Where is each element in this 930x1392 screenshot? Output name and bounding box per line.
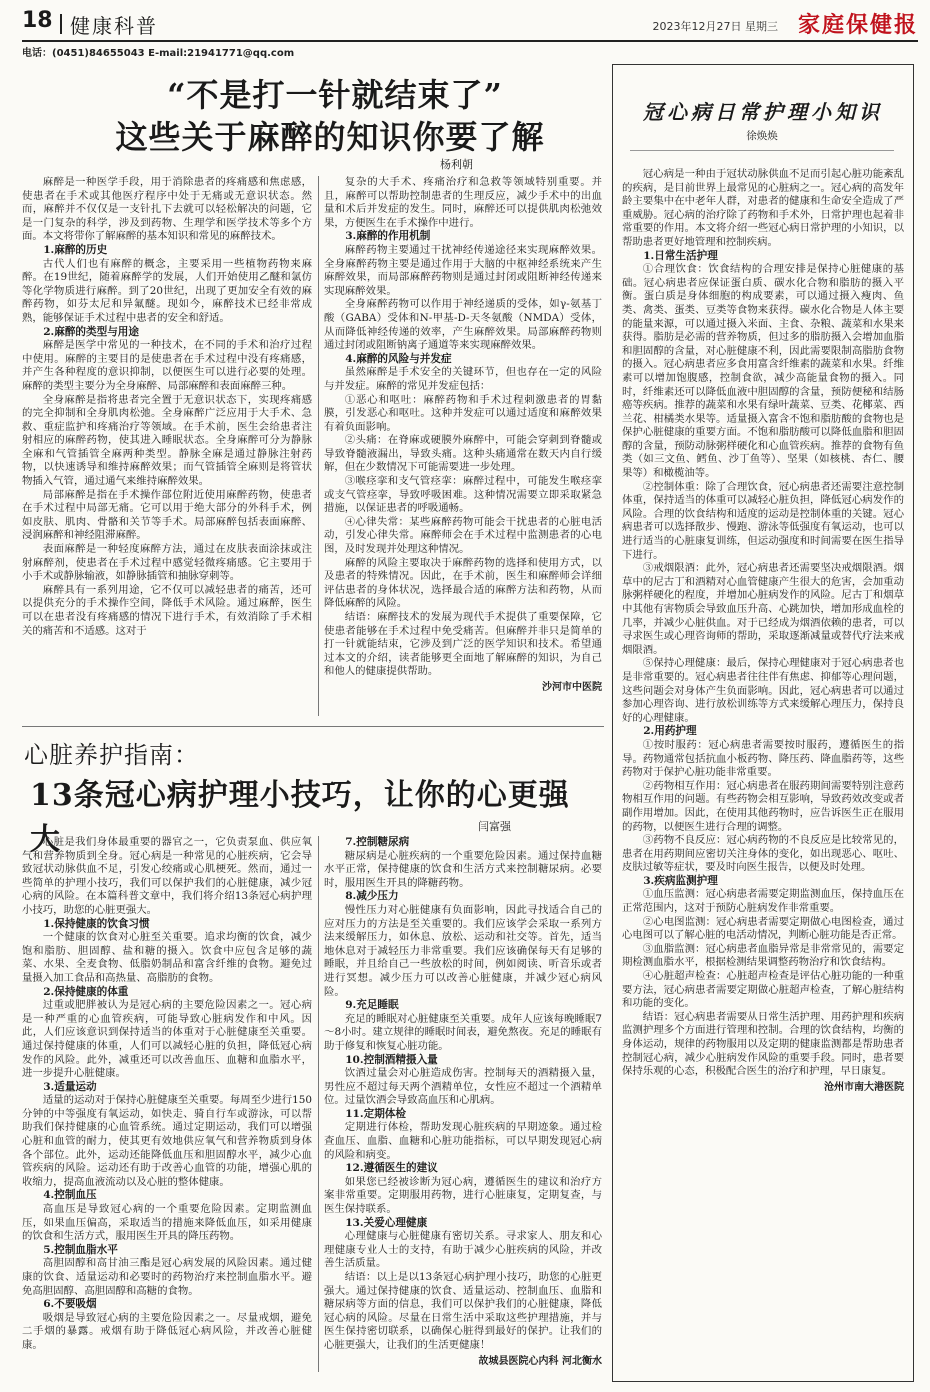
subheading: 1.日常生活护理 xyxy=(643,249,718,262)
subheading: 12.遵循医生的建议 xyxy=(345,1162,438,1175)
paragraph: 全身麻醉药物可以作用于神经递质的受体，如γ-氨基丁酸（GABA）受体和N-甲基-D-天冬氨酸（NMDA）受体，从而降低神经传递的效率，产生麻醉效果。局部麻醉药物则通过封闭或阻断钠离子通道等来实现麻醉效果。 xyxy=(324,298,602,352)
paragraph: 麻醉药物主要通过干扰神经传递途径来实现麻醉效果。全身麻醉药物主要是通过作用于大脑的中枢神经系统来产生麻醉效果，而局部麻醉药物则是通过封闭或阻断神经传递来实现麻醉效果。 xyxy=(324,243,602,297)
paragraph: ③药物不良反应：冠心病药物的不良反应是比较常见的，患者在用药期间应密切关注身体的变化，如出现恶心、呕吐、皮肤过敏等症状，要及时向医生报告，以便及时处理。 xyxy=(622,834,904,874)
article2-source: 故城县医院心内科 河北衡水 xyxy=(478,1355,602,1367)
article2-title: 13条冠心病护理小技巧，让你的心更强大 xyxy=(30,778,570,857)
article1-column-1 xyxy=(22,176,312,722)
article3-author: 徐焕焕 xyxy=(746,130,778,142)
paragraph: 结语：麻醉技术的发展为现代手术提供了重要保障，它使患者能够在手术过程中免受痛苦。但麻醉并非只是简单的打一针就能结束，它涉及到广泛的医学知识和技术。希望通过本文的介绍，读者能够更全面地了解麻醉的知识，为自己和他人的健康提供帮助。 xyxy=(324,611,602,678)
article2-author: 闫富强 xyxy=(478,820,511,833)
subheading: 4.麻醉的风险与并发症 xyxy=(345,352,452,365)
paragraph: ④心脏超声检查：心脏超声检查是评估心脏功能的一种重要方法，冠心病患者需要定期做心脏超声检查，了解心脏结构和功能的变化。 xyxy=(622,970,904,1010)
subheading: 3.适量运动 xyxy=(43,1080,97,1093)
article3-body xyxy=(622,168,904,1362)
article1-title-line2: 这些关于麻醉的知识你要了解 xyxy=(115,118,545,156)
paragraph: 适量的运动对于保持心脏健康至关重要。每周至少进行150分钟的中等强度有氧运动，如快走、骑自行车或游泳，可以帮助我们保持健康的心血管系统。通过定期运动，我们可以增强心脏和血管的耐力，使其更有效地供应氧气和营养物质到身体各个部位。此外，运动还能降低血压和胆固醇水平，减少心血管疾病的风险。运动还有助于改善心血管的功能，增强心肌的收缩力，提高血液流动以及心脏的整体健康。 xyxy=(22,1094,312,1188)
paragraph: 心脏是我们身体最重要的器官之一，它负责泵血、供应氧气和营养物质到全身。冠心病是一种常见的心脏疾病，它会导致冠状动脉供血不足，引发心绞痛或心肌梗死。然而，通过一些简单的护理小技巧，我们可以保护我们的心脏健康，减少冠心病的风险。在本篇科普文章中，我们将介绍13条冠心病护理小技巧，助您的心脏更强大。 xyxy=(22,836,312,916)
paragraph: 复杂的大手术、疼痛治疗和急救等领域特别重要。并且，麻醉可以帮助控制患者的生理反应，减少手术中的出血量和术后并发症的发生。同时，麻醉还可以提供肌肉松弛效果，方便医生在手术操作中进行。 xyxy=(324,176,602,229)
subheading: 11.定期体检 xyxy=(345,1107,406,1120)
paragraph: 饮酒过量会对心脏造成伤害。控制每天的酒精摄入量，男性应不超过每天两个酒精单位，女性应不超过一个酒精单位。过量饮酒会导致高血压和心肌病。 xyxy=(324,1067,602,1107)
paragraph: ①血压监测：冠心病患者需要定期监测血压，保持血压在正常范围内，这对于预防心脏病发作非常重要。 xyxy=(622,888,904,915)
paragraph: 局部麻醉是指在手术操作部位附近使用麻醉药物，使患者在手术过程中局部无痛。它可以用于绝大部分的外科手术，例如皮肤、肌肉、骨骼和关节等手术。局部麻醉包括表面麻醉、浸润麻醉和神经阻滞麻醉。 xyxy=(22,488,312,542)
paragraph: 结语：冠心病患者需要从日常生活护理、用药护理和疾病监测护理多个方面进行管理和控制。合理的饮食结构，均衡的身体运动，规律的药物服用以及定期的健康监测都是帮助患者控制冠心病，减少心脏病发作风险的重要手段。同时，患者要保持乐观的心态，积极配合医生的治疗和护理，早日康复。 xyxy=(622,1010,904,1078)
paragraph: 表面麻醉是一种轻度麻醉方法，通过在皮肤表面涂抹或注射麻醉剂，使患者在手术过程中感觉轻微疼痛感。它主要用于小手术或静脉输液，如静脉插管和抽脉穿刺等。 xyxy=(22,543,312,583)
masthead xyxy=(22,8,918,42)
paragraph: ③戒烟限酒：此外，冠心病患者还需要坚决戒烟限酒。烟草中的尼古丁和酒精对心血管健康产生很大的危害，会加重动脉粥样硬化的程度，并增加心脏病发作的风险。尼古丁和烟草中其他有害物质会导致血压升高、心跳加快，增加形成血栓的几率，并减少心脏供血。对于已经成为烟酒依赖的患者，可以寻求医生或心理咨询师的帮助，采取逐渐减量或替代疗法来戒烟限酒。 xyxy=(622,562,904,656)
paragraph: 定期进行体检，帮助发现心脏疾病的早期迹象。通过检查血压、血脂、血糖和心脏功能指标，可以早期发现冠心病的风险和病变。 xyxy=(324,1121,602,1161)
subheading: 6.不要吸烟 xyxy=(43,1298,97,1311)
paragraph: 过重或肥胖被认为是冠心病的主要危险因素之一。冠心病是一种严重的心血管疾病，可能导致心脏病发作和中风。因此，人们应该意识到保持适当的体重对于心脏健康至关重要。通过保持健康的体重，人们可以减轻心脏的负担，降低冠心病发作的风险。此外，减重还可以改善血压、血糖和血脂水平，进一步提升心脏健康。 xyxy=(22,999,312,1080)
paragraph: 古代人们也有麻醉的概念，主要采用一些植物药物来麻醉。在19世纪，随着麻醉学的发展，人们开始使用乙醚和氯仿等化学物质进行麻醉。到了20世纪，出现了更加安全有效的麻醉药物，如芬太尼和异氟醚。现如今，麻醉技术已经非常成熟，能够保证手术过程中患者的安全和舒适。 xyxy=(22,257,312,324)
subheading: 9.充足睡眠 xyxy=(345,999,399,1012)
paragraph: ①合理饮食：饮食结构的合理安排是保持心脏健康的基础。冠心病患者应保证蛋白质、碳水化合物和脂肪的摄入平衡。蛋白质是身体细胞的构成要素，可以通过摄入瘦肉、鱼类、禽类、蛋类、豆类等食物来获得。碳水化合物是人体主要的能量来源，可以通过摄入米面、主食、杂粮、蔬菜和水果来获得。脂肪是必需的营养物质，但过多的脂肪摄入会增加血脂和胆固醇的含量，对心脏健康不利，因此需要限制高脂肪食物的摄入。冠心病患者应多食用富含纤维素的蔬菜和水果。纤维素可以增加饱腹感，控制食欲，减少高能量食物的摄入。同时，纤维素还可以降低血液中胆固醇的含量，预防便秘和结肠癌等疾病。推荐的蔬菜和水果有绿叶蔬菜、豆类、花椰菜、西兰花、柑橘类水果等。适量摄入富含不饱和脂肪酸的食物也是保护心脏健康的重要方面。不饱和脂肪酸可以降低血脂和胆固醇的含量，预防动脉粥样硬化和心血管疾病。推荐的食物有鱼类（如三文鱼、鳕鱼、沙丁鱼等）、坚果（如核桃、杏仁、腰果等）和橄榄油等。 xyxy=(622,263,904,480)
masthead-divider xyxy=(60,14,62,34)
paper-name: 家庭保健报 xyxy=(797,12,918,38)
article2-column-1 xyxy=(22,836,312,1376)
paragraph: 心理健康与心脏健康有密切关系。寻求家人、朋友和心理健康专业人士的支持，有助于减少心脏疾病的风险，并改善生活质量。 xyxy=(324,1230,602,1270)
page-number: 18 xyxy=(22,8,53,33)
section-name: 健康科普 xyxy=(70,14,158,38)
article1-author: 杨利朝 xyxy=(440,158,473,171)
paragraph: 麻醉是一种医学手段，用于消除患者的疼痛感和焦虑感，使患者在手术或其他医疗程序中处于无痛或无意识状态。然而，麻醉并不仅仅是一支针扎下去就可以轻松解决的问题，它是一门复杂的科学，涉及到药物、生理学和医学技术等多个方面。本文将带你了解麻醉的基本知识和常见的麻醉技术。 xyxy=(22,176,312,243)
subheading: 8.减少压力 xyxy=(345,890,399,903)
article2-kicker: 心脏养护指南： xyxy=(24,741,199,769)
paragraph: 吸烟是导致冠心病的主要危险因素之一。尽量戒烟，避免二手烟的暴露。戒烟有助于降低冠心病风险，并改善心脏健康。 xyxy=(22,1311,312,1351)
subheading: 1.麻醉的历史 xyxy=(43,243,108,256)
paragraph: 充足的睡眠对心脏健康至关重要。成年人应该每晚睡眠7～8小时。建立规律的睡眠时间表，避免熬夜。充足的睡眠有助于修复和恢复心脏功能。 xyxy=(324,1012,602,1052)
article3-source: 沧州市南大港医院 xyxy=(824,1081,904,1093)
paragraph: 一个健康的饮食对心脏至关重要。追求均衡的饮食，减少饱和脂肪、胆固醇、盐和糖的摄入。饮食中应包含足够的蔬菜、水果、全麦食物、低脂奶制品和富含纤维的食物。避免过量摄入加工食品和高热量、高脂肪的食物。 xyxy=(22,931,312,984)
paragraph: 麻醉的风险主要取决于麻醉药物的选择和使用方式，以及患者的特殊情况。因此，在手术前，医生和麻醉师会详细评估患者的身体状况，选择最合适的麻醉方法和药物，从而降低麻醉的风险。 xyxy=(324,556,602,610)
paragraph: 麻醉是医学中常见的一种技术，在不同的手术和治疗过程中使用。麻醉的主要目的是使患者在手术过程中没有疼痛感，并产生各种程度的意识抑制，以便医生可以进行必要的处理。麻醉的类型主要分为全身麻醉、局部麻醉和表面麻醉三种。 xyxy=(22,339,312,392)
article1-source: 沙河市中医院 xyxy=(542,681,602,693)
paragraph: 全身麻醉是指将患者完全置于无意识状态下，实现疼痛感的完全抑制和全身肌肉松弛。全身麻醉广泛应用于大手术、急救、重症监护和疼痛治疗等领域。在手术前，医生会给患者注射相应的麻醉药物，使其进入睡眠状态。全身麻醉可分为静脉全麻和气管插管全麻两种类型。静脉全麻是通过静脉注射药物，以快速诱导和维持麻醉效果；而气管插管全麻则是将管状物插入气管，通过通气来维持麻醉效果。 xyxy=(22,393,312,488)
paragraph: 结语：以上是以13条冠心病护理小技巧，助您的心脏更强大。通过保持健康的饮食、适量运动、控制血压、血脂和糖尿病等方面的信息，我们可以保护我们的心脏健康，降低冠心病的风险。尽量在日常生活中采取这些护理措施，并与医生保持密切联系，以确保心脏得到最好的保护。让我们的心脏更强大，让我们的生活更健康！ xyxy=(324,1271,602,1351)
paragraph: ③血脂监测：冠心病患者血脂异常是非常常见的，需要定期检测血脂水平，根据检测结果调整药物治疗和饮食结构。 xyxy=(622,942,904,969)
subheading: 4.控制血压 xyxy=(43,1189,97,1202)
contact-line: 电话：(0451)84655043 E-mail:21941771@qq.com xyxy=(22,48,295,59)
paragraph: ④心律失常：某些麻醉药物可能会干扰患者的心脏电活动，引发心律失常。麻醉师会在手术过程中监测患者的心电图，及时发现并处理这种情况。 xyxy=(324,515,602,556)
paragraph: 高胆固醇和高甘油三酯是冠心病发展的风险因素。通过健康的饮食、适量运动和必要时的药物治疗来控制血脂水平。避免高胆固醇、高胆固醇和高糖的食物。 xyxy=(22,1257,312,1297)
subheading: 2.用药护理 xyxy=(643,725,697,738)
article1-title-line1: “不是打一针就结束了” xyxy=(167,76,503,114)
paragraph: ①恶心和呕吐：麻醉药物和手术过程刺激患者的胃黏膜，引发恶心和呕吐。这种并发症可以通过适度和麻醉效果有着负面影响。 xyxy=(324,393,602,433)
paragraph: ①按时服药：冠心病患者需要按时服药，遵循医生的指导。药物通常包括抗血小板药物、降压药、降血脂药等，这些药物对于保护心脏功能非常重要。 xyxy=(622,738,904,779)
subheading: 13.关爱心理健康 xyxy=(345,1216,428,1229)
subheading: 7.控制糖尿病 xyxy=(345,836,410,848)
column-divider xyxy=(318,176,319,716)
subheading: 3.麻醉的作用机制 xyxy=(345,230,431,243)
column-divider xyxy=(318,836,319,1372)
paragraph: ②控制体重：除了合理饮食，冠心病患者还需要注意控制体重，保持适当的体重可以减轻心脏负担，降低冠心病发作的风险。合理的饮食结构和适度的运动是控制体重的关键。冠心病患者可以选择散步、慢跑、游泳等低强度有氧运动，也可以进行适当的心脏康复训练，但运动强度和时间需要在医生指导下进行。 xyxy=(622,480,904,561)
article1-column-2 xyxy=(324,176,602,722)
paragraph: ②药物相互作用：冠心病患者在服药期间需要特别注意药物相互作用的问题。有些药物会相互影响，导致药效改变或者副作用增加。因此，在使用其他药物时，应告诉医生正在服用的药物，以便医生进行合理的调整。 xyxy=(622,779,904,833)
subheading: 10.控制酒精摄入量 xyxy=(345,1053,438,1066)
subheading: 3.疾病监测护理 xyxy=(643,874,718,887)
paragraph: 麻醉具有一系列用途，它不仅可以减轻患者的痛苦，还可以提供充分的手术操作空间，降低手术风险。通过麻醉，医生可以在患者没有疼痛感的情况下进行手术，有效消除了手术相关的痛苦和不适感。这对于 xyxy=(22,583,312,637)
subheading: 2.麻醉的类型与用途 xyxy=(43,325,139,338)
article2-column-2 xyxy=(324,836,602,1376)
subheading: 1.保持健康的饮食习惯 xyxy=(43,917,150,930)
subheading: 5.控制血脂水平 xyxy=(43,1243,118,1256)
paragraph: 糖尿病是心脏疾病的一个重要危险因素。通过保持血糖水平正常，保持健康的饮食和生活方式来控制糖尿病。必要时，服用医生开具的降糖药物。 xyxy=(324,849,602,889)
paragraph: 冠心病是一种由于冠状动脉供血不足而引起心脏功能紊乱的疾病，是目前世界上最常见的心脏病之一。冠心病的高发年龄主要集中在中老年人群，对患者的健康和生命安全造成了严重威胁。冠心病的治疗除了药物和手术外，日常护理也起着非常重要的作用。本文将介绍一些冠心病日常护理的小知识，以帮助患者更好地管理和控制疾病。 xyxy=(622,168,904,248)
section-divider xyxy=(22,726,604,727)
paragraph: 如果您已经被诊断为冠心病，遵循医生的建议和治疗方案非常重要。定期服用药物，进行心脏康复，定期复查，与医生保持联系。 xyxy=(324,1175,602,1216)
paragraph: ②心电图监测：冠心病患者需要定期做心电图检查，通过心电图可以了解心脏的电活动情况，判断心脏功能是否正常。 xyxy=(622,915,904,942)
paragraph: ②头痛：在脊麻或硬膜外麻醉中，可能会穿刺到脊髓或导致脊髓液漏出，导致头痛。这种头痛通常在数天内自行缓解，但在少数情况下可能需要进一步处理。 xyxy=(324,434,602,474)
paragraph: ③喉痉挛和支气管痉挛：麻醉过程中，可能发生喉痉挛或支气管痉挛，导致呼吸困难。这种情况需要立即采取紧急措施，以保证患者的呼吸通畅。 xyxy=(324,475,602,515)
paragraph: 高血压是导致冠心病的一个重要危险因素。定期监测血压，如果血压偏高，采取适当的措施来降低血压，如采用健康的饮食和生活方式，服用医生开具的降压药物。 xyxy=(22,1203,312,1243)
paragraph: 虽然麻醉是手术安全的关键环节，但也存在一定的风险与并发症。麻醉的常见并发症包括： xyxy=(324,366,602,392)
paragraph: ⑤保持心理健康：最后，保持心理健康对于冠心病患者也是非常重要的。冠心病患者往往伴有焦虑、抑郁等心理问题，这些问题会对身体产生负面影响。因此，冠心病患者可以通过参加心理咨询、进行放松训练等方式来缓解心理压力，保持良好的心理健康。 xyxy=(622,657,904,724)
article3-title: 冠心病日常护理小知识 xyxy=(643,100,883,124)
issue-date: 2023年12月27日 星期三 xyxy=(652,20,778,33)
paragraph: 慢性压力对心脏健康有负面影响，因此寻找适合自己的应对压力的方法是至关重要的。我们应该学会采取一系列方法来缓解压力，如休息、放松、运动和社交等。首先，适当地休息对于减轻压力非常重要。我们应该确保每天有足够的睡眠，并且给自己一些放松的时间，例如阅读、听音乐或者进行冥想。减少压力可以改善心脏健康，并减少冠心病风险。 xyxy=(324,903,602,998)
article3-title-rule xyxy=(630,150,894,151)
subheading: 2.保持健康的体重 xyxy=(43,985,129,998)
